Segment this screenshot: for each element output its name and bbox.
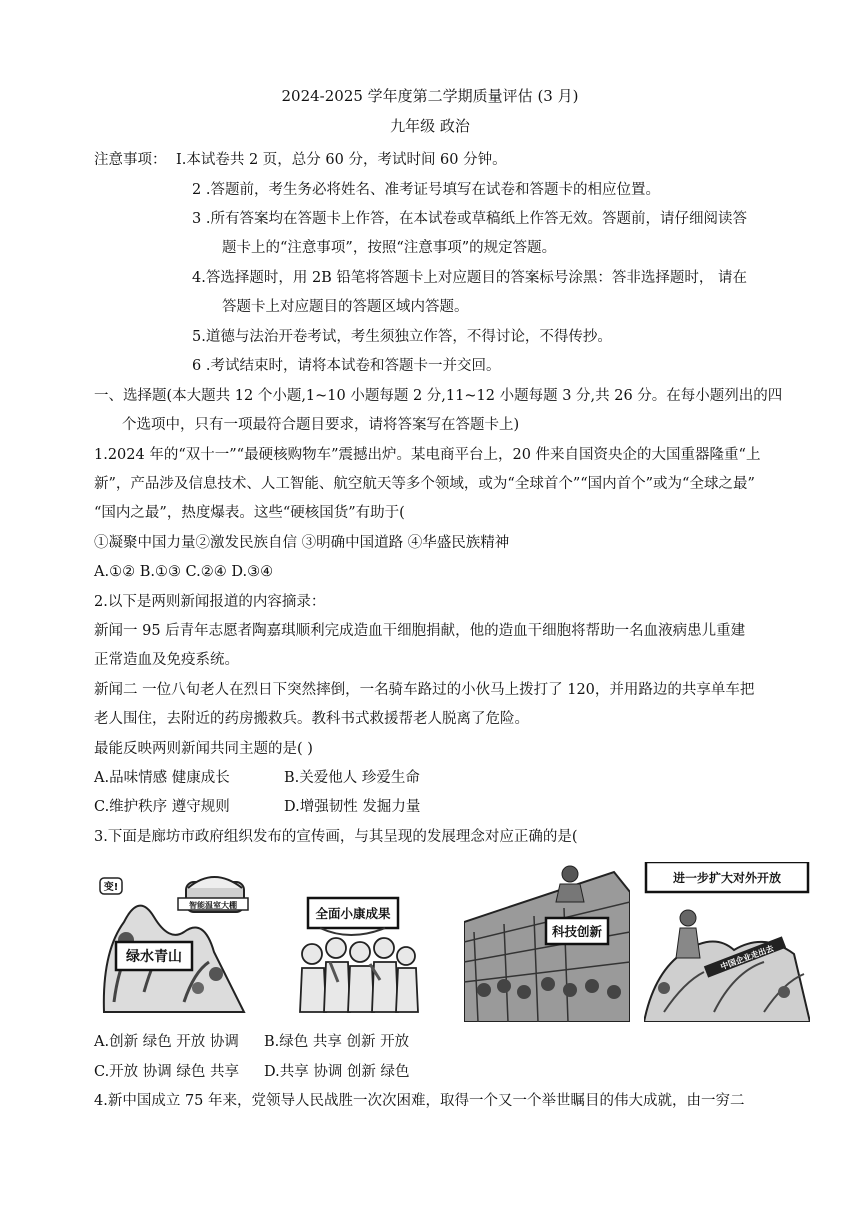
notice-item: Ⅰ.本试卷共 2 页，总分 60 分，考试时间 60 分钟。 bbox=[176, 152, 507, 168]
notice-item: 2 .答题前，考生务必将姓名、准考证号填写在试卷和答题卡的相应位置。 bbox=[192, 182, 660, 198]
notice-item: 5.道德与法治开卷考试，考生须独立作答，不得讨论，不得传抄。 bbox=[192, 329, 612, 345]
q4-stem: 4.新中国成立 75 年来，党领导人民战胜一次次困难，取得一个又一个举世瞩目的伟大成就，由一穷二 bbox=[94, 1093, 745, 1109]
picture-small-sign: 智能温室大棚 bbox=[189, 901, 237, 910]
q2-question: 最能反映两则新闻共同主题的是( ) bbox=[94, 741, 313, 757]
q1-stem: 1.2024 年的“双十一”“最硬核购物车”震撼出炉。某电商平台上，20 件来自国资央企的大国重器隆重“上 bbox=[94, 447, 761, 463]
picture-opening-up bbox=[644, 862, 810, 1022]
q2-news1: 新闻一 95 后青年志愿者陶嘉琪顺利完成造血干细胞捐献，他的造血干细胞将帮助一名血液病患儿重建 bbox=[94, 623, 746, 639]
q1-stem: “国内之最”，热度爆表。这些“硬核国货”有助于( bbox=[94, 505, 405, 521]
picture-sign: 全面小康成果 bbox=[315, 906, 391, 921]
picture-speech-bubble: 变! bbox=[103, 882, 119, 893]
notice-item: 3 .所有答案均在答题卡上作答，在本试卷或草稿纸上作答无效。答题前，请仔细阅读答 bbox=[192, 211, 747, 227]
notice-item: 题卡上的“注意事项”，按照“注意事项”的规定答题。 bbox=[222, 240, 557, 256]
q3-option-a: A.创新 绿色 开放 协调 bbox=[94, 1034, 239, 1050]
q1-stem: 新”，产品涉及信息技术、人工智能、航空航天等多个领域，或为“全球首个”“国内首个”或为“全球之最” bbox=[94, 476, 755, 492]
q2-stem: 2.以下是两则新闻报道的内容摘录： bbox=[94, 594, 326, 610]
notice-item: 6 .考试结束时，请将本试卷和答题卡一并交回。 bbox=[192, 358, 501, 374]
q2-news2: 老人围住，去附近的药房搬救兵。教科书式救援帮老人脱离了危险。 bbox=[94, 711, 529, 727]
q1-options: A.①② B.①③ C.②④ D.③④ bbox=[94, 564, 274, 580]
q2-news1: 正常造血及免疫系统。 bbox=[94, 652, 239, 668]
picture-green-mountains bbox=[94, 862, 254, 1022]
page-title: 2024-2025 学年度第二学期质量评估 (3 月) bbox=[281, 87, 579, 105]
q3-propaganda-pictures bbox=[94, 862, 810, 1022]
picture-tech-innovation bbox=[464, 862, 630, 1022]
q2-news2: 新闻二 一位八旬老人在烈日下突然摔倒，一名骑车路过的小伙马上拨打了 120，并用路边的共享单车把 bbox=[94, 682, 755, 698]
q3-option-d: D.共享 协调 创新 绿色 bbox=[264, 1064, 410, 1080]
q2-option-b: B.关爱他人 珍爱生命 bbox=[284, 770, 420, 786]
notice-label: 注意事项： bbox=[94, 152, 167, 168]
page-subtitle: 九年级 政治 bbox=[390, 117, 470, 135]
notice-item: 4.答选择题时，用 2B 铅笔将答题卡上对应题目的答案标号涂黑：答非选择题时， 请在 bbox=[192, 270, 748, 286]
notice-item: 答题卡上对应题目的答题区域内答题。 bbox=[222, 299, 469, 315]
picture-sign: 绿水青山 bbox=[126, 949, 182, 965]
picture-sign: 进一步扩大对外开放 bbox=[672, 871, 782, 885]
q1-statements: ①凝聚中国力量②激发民族自信 ③明确中国道路 ④华盛民族精神 bbox=[94, 535, 510, 551]
picture-small-sign: 中国企业走出去 bbox=[719, 943, 775, 972]
q3-stem: 3.下面是廊坊市政府组织发布的宣传画，与其呈现的发展理念对应正确的是( bbox=[94, 829, 578, 845]
section-heading-cont: 个选项中，只有一项最符合题目要求，请将答案写在答题卡上) bbox=[122, 417, 520, 433]
section-heading: 一、选择题(本大题共 12 个小题,1~10 小题每题 2 分,11~12 小题每题 3 分,共 26 分。在每小题列出的四 bbox=[94, 388, 783, 404]
picture-prosperity bbox=[290, 862, 430, 1022]
picture-sign: 科技创新 bbox=[551, 924, 603, 939]
q2-option-c: C.维护秩序 遵守规则 bbox=[94, 799, 230, 815]
q3-option-c: C.开放 协调 绿色 共享 bbox=[94, 1064, 240, 1080]
q2-option-d: D.增强韧性 发掘力量 bbox=[284, 799, 421, 815]
q3-option-b: B.绿色 共享 创新 开放 bbox=[264, 1034, 410, 1050]
q2-option-a: A.品味情感 健康成长 bbox=[94, 770, 230, 786]
